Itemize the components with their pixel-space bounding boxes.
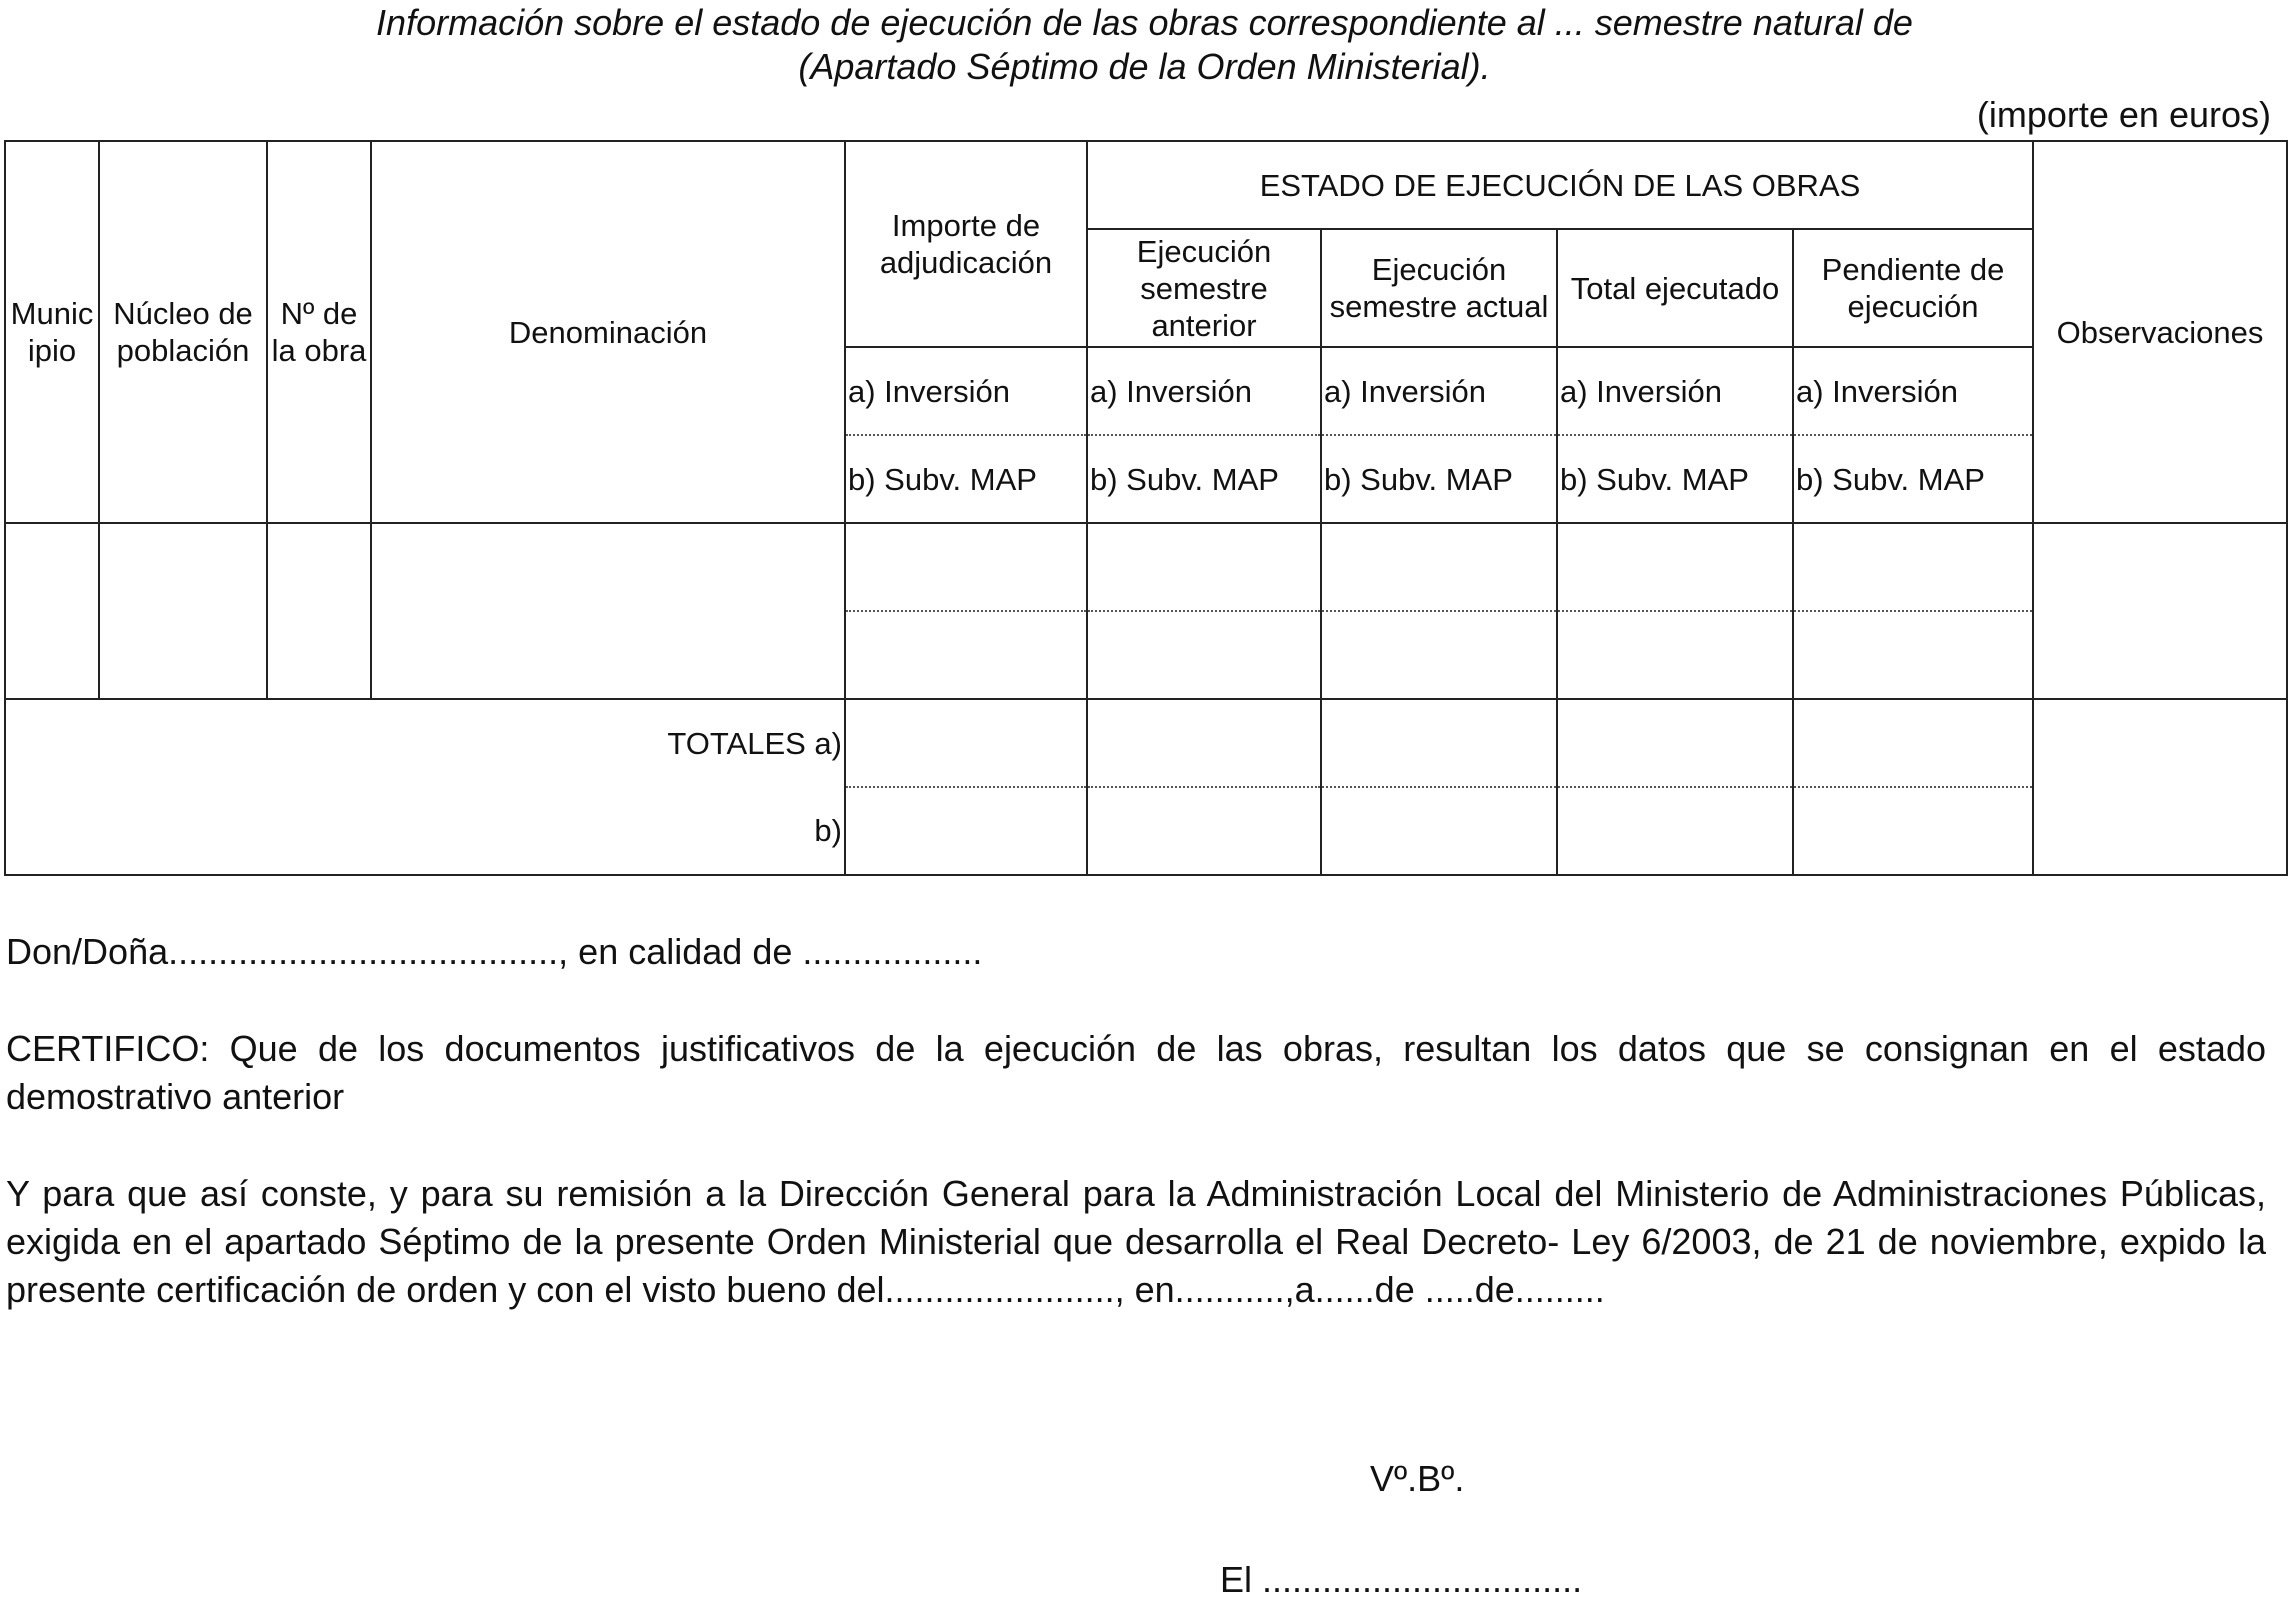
execution-status-table (4, 140, 2288, 876)
header-importe-adjudicacion: Importe de adjudicación (845, 141, 1087, 347)
sub-inversion-anterior: a) Inversión (1087, 347, 1321, 435)
total-pendiente-b (1793, 787, 2033, 875)
cell-observaciones (2033, 523, 2287, 699)
header-municipio: Munic ipio (5, 141, 99, 523)
sub-inversion-importe: a) Inversión (845, 347, 1087, 435)
totales-a-label: TOTALES a) (5, 699, 845, 787)
total-anterior-a (1087, 699, 1321, 787)
don-dona-line: Don/Doña......................................., en calidad de .................. (6, 931, 983, 972)
cell-total-b (1557, 611, 1793, 699)
header-denominacion: Denominación (371, 141, 845, 523)
table-row (5, 523, 2287, 611)
cell-total-a (1557, 523, 1793, 611)
cell-numero-obra (267, 523, 371, 699)
remision-paragraph: Y para que así conste, y para su remisión a la Dirección General para la Administración Local del Ministerio de Administraciones Públicas, exigida en el apartado Séptimo de la presente Orden Ministerial que desarrolla el Real Decreto- Ley 6/2003, de 21 de noviembre, expido la presente certificación de orden y con el visto bueno del......................., en...........,a......de .....de......... (6, 1173, 2266, 1310)
totals-row-b (5, 787, 2287, 875)
cell-importe-a (845, 523, 1087, 611)
total-actual-a (1321, 699, 1557, 787)
total-anterior-b (1087, 787, 1321, 875)
sub-subvencion-pendiente: b) Subv. MAP (1793, 435, 2033, 523)
cell-denominacion (371, 523, 845, 699)
header-numero-obra: Nº de la obra (267, 141, 371, 523)
cell-actual-a (1321, 523, 1557, 611)
total-pendiente-a (1793, 699, 2033, 787)
visto-bueno: Vº.Bº. (1370, 1458, 1465, 1499)
header-observaciones: Observaciones (2033, 141, 2287, 523)
header-pendiente-ejecucion: Pendiente de ejecución (1793, 229, 2033, 347)
certifico-paragraph: CERTIFICO: Que de los documentos justificativos de la ejecución de las obras, resultan los datos que se consignan en el estado demostrativo anterior (6, 1028, 2266, 1117)
cell-pendiente-b (1793, 611, 2033, 699)
total-importe-a (845, 699, 1087, 787)
header-ejecucion-actual: Ejecución semestre actual (1321, 229, 1557, 347)
units-note: (importe en euros) (1976, 94, 2271, 135)
sub-inversion-actual: a) Inversión (1321, 347, 1557, 435)
cell-anterior-b (1087, 611, 1321, 699)
sub-inversion-total: a) Inversión (1557, 347, 1793, 435)
sub-subvencion-importe: b) Subv. MAP (845, 435, 1087, 523)
cell-actual-b (1321, 611, 1557, 699)
cell-importe-b (845, 611, 1087, 699)
header-ejecucion-anterior: Ejecución semestre anterior (1087, 229, 1321, 347)
sub-subvencion-actual: b) Subv. MAP (1321, 435, 1557, 523)
cell-nucleo (99, 523, 267, 699)
sub-subvencion-anterior: b) Subv. MAP (1087, 435, 1321, 523)
header-estado-ejecucion: ESTADO DE EJECUCIÓN DE LAS OBRAS (1087, 141, 2033, 229)
signature-line: El ................................ (1220, 1559, 1583, 1600)
total-observaciones (2033, 699, 2287, 875)
total-total-a (1557, 699, 1793, 787)
header-nucleo-poblacion: Núcleo de población (99, 141, 267, 523)
header-total-ejecutado: Total ejecutado (1557, 229, 1793, 347)
totals-row-a (5, 699, 2287, 787)
total-importe-b (845, 787, 1087, 875)
cell-pendiente-a (1793, 523, 2033, 611)
form-subtitle: (Apartado Séptimo de la Orden Ministerial). (798, 46, 1491, 87)
sub-subvencion-total: b) Subv. MAP (1557, 435, 1793, 523)
cell-anterior-a (1087, 523, 1321, 611)
total-total-b (1557, 787, 1793, 875)
totales-b-label: b) (5, 787, 845, 875)
sub-inversion-pendiente: a) Inversión (1793, 347, 2033, 435)
total-actual-b (1321, 787, 1557, 875)
form-title: Información sobre el estado de ejecución de las obras correspondiente al ... semestre natural de (376, 2, 1913, 43)
cell-municipio (5, 523, 99, 699)
